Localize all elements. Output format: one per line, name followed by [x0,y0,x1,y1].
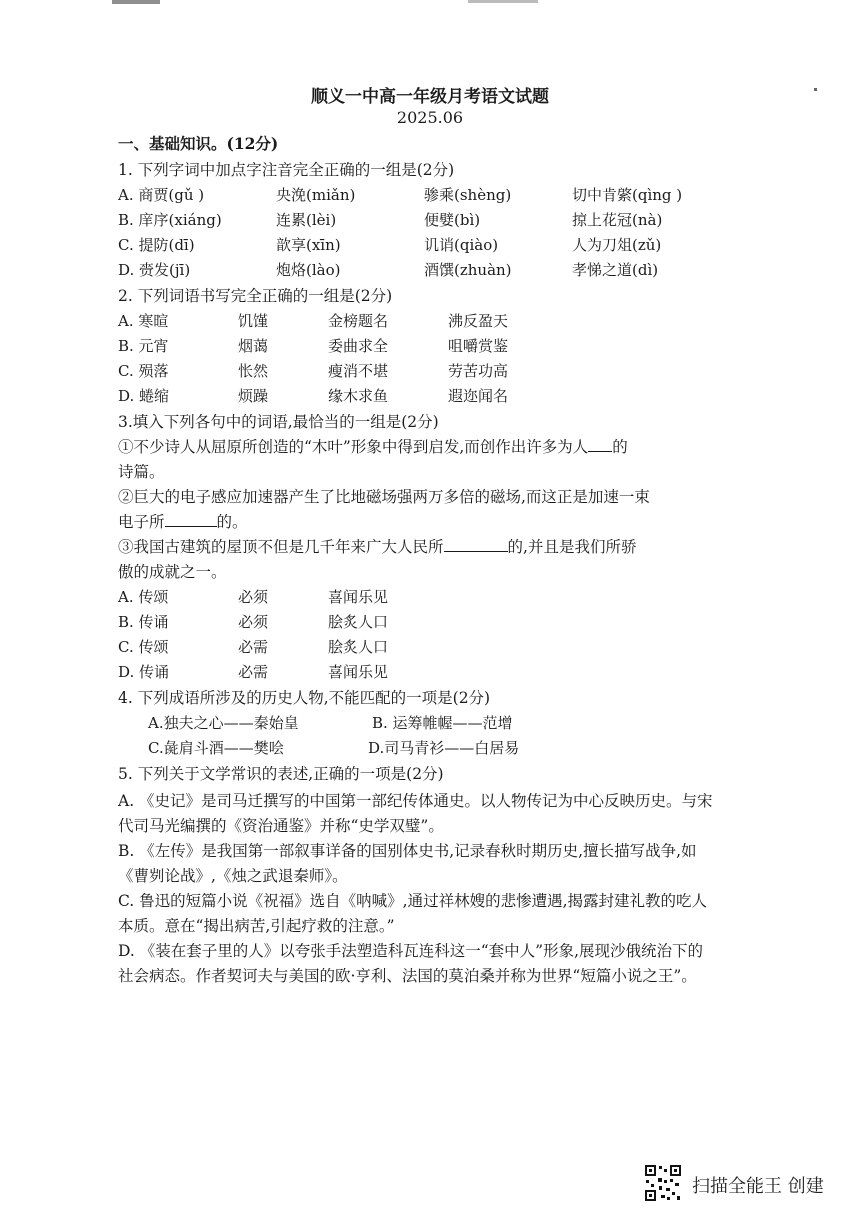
q1-option: 骖乘(shèng) [424,186,512,204]
q3-option: 喜闻乐见 [328,588,389,606]
qr-code-icon [644,1164,682,1202]
q2-option: 遐迩闻名 [448,387,509,405]
q2-option: 怅然 [238,362,269,380]
q1-option: C. 提防(dī) [118,236,195,254]
q1-option: 炮烙(lào) [276,261,341,279]
q2-option: 委曲求全 [328,337,389,355]
fill-blank [588,437,612,452]
q3-option: 脍炙人口 [328,638,389,656]
q1-option: 便嬖(bì) [424,211,481,229]
q2-option: 金榜题名 [328,312,389,330]
q4-option: C.彘肩斗酒——樊哙 [148,739,284,757]
q3-sentence-1-cont: 诗篇。 [118,463,165,481]
q2-option: 缘木求鱼 [328,387,389,405]
question-5-stem: 5. 下列关于文学常识的表述,正确的一项是(2分) [118,765,444,783]
q2-option: 瘦消不堪 [328,362,389,380]
q3-sentence-1: ①不少诗人从屈原所创造的“木叶”形象中得到启发,而创作出许多为人 的 [118,438,628,456]
watermark-label: 扫描全能王 创建 [692,1176,824,1197]
q3-option: 必需 [238,663,269,681]
q4-option: A.独夫之心——秦始皇 [148,714,299,732]
q3-option: 必需 [238,638,269,656]
q2-option: 饥馑 [238,312,269,330]
q1-option: 切中肯綮(qìng ) [572,186,683,204]
section-heading: 一、基础知识。(12分) [118,134,279,153]
q1-option: 歆享(xīn) [276,236,341,254]
scan-artifact [468,0,538,3]
q2-option: 烟蔼 [238,337,269,355]
q1-option: 酒馔(zhuàn) [424,261,512,279]
q1-option: 讥诮(qiào) [424,236,499,254]
fill-blank [165,512,217,527]
q3-sentence-3-cont: 傲的成就之一。 [118,563,227,581]
q5-option-d: D. 《装在套子里的人》以夸张手法塑造科瓦连科这一“套中人”形象,展现沙俄统治下的社会病态。作者契诃夫与美国的欧·亨利、法国的莫泊桑并称为世界“短篇小说之王”。 [118,942,704,985]
q3-sentence-3: ③我国古建筑的屋顶不但是几千年来广大人民所 的,并且是我们所骄 [118,538,637,556]
question-3-stem: 3.填入下列各句中的词语,最恰当的一组是(2分) [118,413,439,431]
q1-option: 人为刀俎(zǔ) [572,236,662,254]
q1-option: A. 商贾(gǔ ) [118,186,205,204]
q2-option: B. 元宵 [118,337,169,355]
exam-title: 顺义一中高一年级月考语文试题 [311,87,549,107]
q5-option-c: C. 鲁迅的短篇小说《祝福》选自《呐喊》,通过祥林嫂的悲惨遭遇,揭露封建礼教的吃人本质。意在“揭出病苦,引起疗救的注意。” [118,892,708,935]
q2-option: C. 殒落 [118,362,169,380]
q3-option: 喜闻乐见 [328,663,389,681]
q3-option: C. 传颂 [118,638,169,656]
q1-option: B. 庠序(xiáng) [118,211,222,229]
q3-option: 脍炙人口 [328,613,389,631]
q5-option-a: A. 《史记》是司马迁撰写的中国第一部纪传体通史。以人物传记为中心反映历史。与宋代司马光编撰的《资治通鉴》并称“史学双璧”。 [118,792,713,835]
q2-option: D. 蜷缩 [118,387,170,405]
exam-date: 2025.06 [396,108,464,127]
q3-option: B. 传诵 [118,613,169,631]
q2-option: 沸反盈天 [448,312,509,330]
q1-option: 掠上花冠(nà) [572,211,663,229]
question-4-stem: 4. 下列成语所涉及的历史人物,不能匹配的一项是(2分) [118,689,491,707]
q1-option: D. 赍发(jī) [118,261,191,279]
q2-option: A. 寒暄 [118,312,169,330]
q4-option: D.司马青衫——白居易 [368,739,520,757]
q1-option: 孝悌之道(dì) [572,261,659,279]
q1-option: 连累(lèi) [276,211,337,229]
q3-option: 必须 [238,613,269,631]
scan-artifact [112,0,160,4]
question-2-stem: 2. 下列词语书写完全正确的一组是(2分) [118,287,393,305]
q3-option: 必须 [238,588,269,606]
q2-option: 烦躁 [238,387,269,405]
q2-option: 劳苦功高 [448,362,509,380]
q4-option: B. 运筹帷幄——范增 [372,714,513,732]
q1-option: 央浼(miǎn) [276,186,356,204]
q2-option: 咀嚼赏鉴 [448,337,509,355]
q3-sentence-2-cont: 电子所 的。 [118,513,248,531]
q3-option: D. 传诵 [118,663,170,681]
question-1-stem: 1. 下列字词中加点字注音完全正确的一组是(2分) [118,161,455,179]
scanner-watermark [644,1164,844,1204]
q5-option-b: B. 《左传》是我国第一部叙事详备的国别体史书,记录春秋时期历史,擅长描写战争,如《曹刿论战》,《烛之武退秦师》。 [118,842,697,885]
q3-sentence-2: ②巨大的电子感应加速器产生了比地磁场强两万多倍的磁场,而这正是加速一束 [118,488,650,506]
fill-blank [444,537,508,552]
q3-option: A. 传颂 [118,588,169,606]
